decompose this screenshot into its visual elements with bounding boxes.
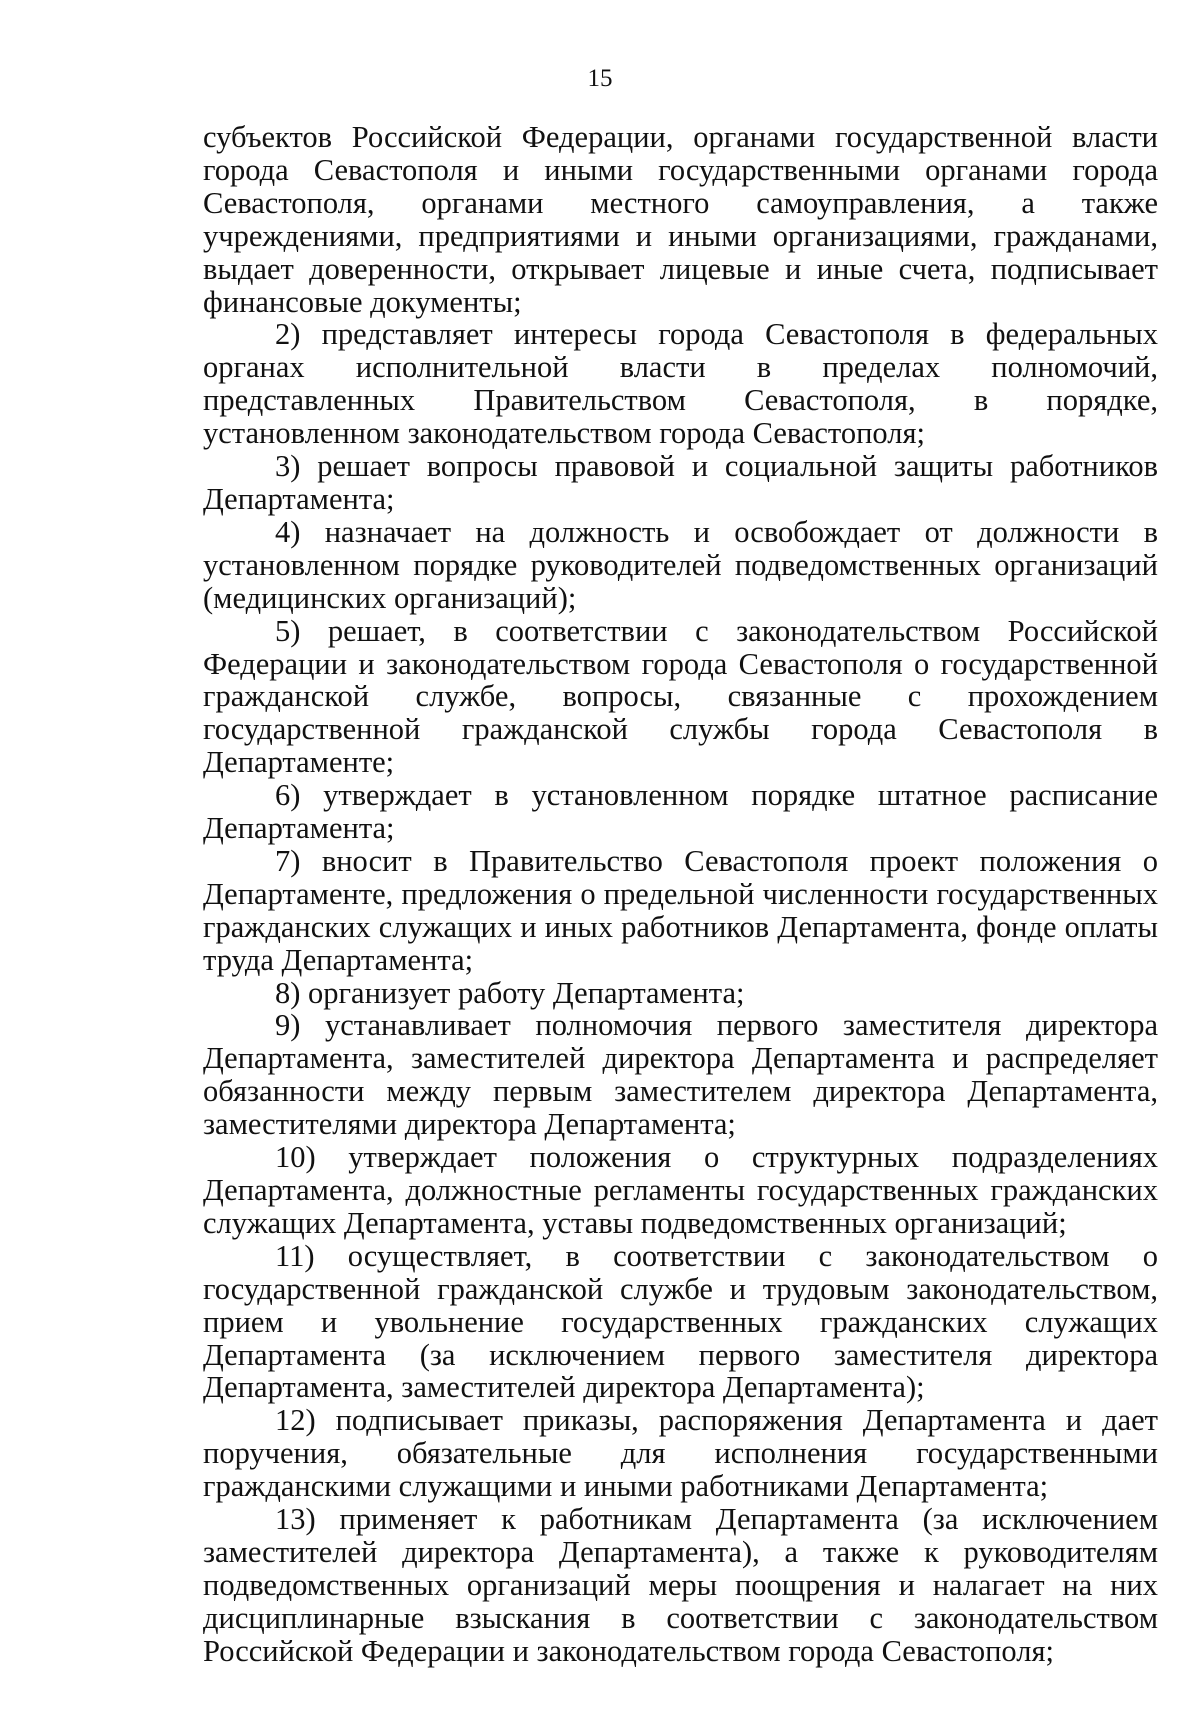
paragraph-item-9: 9) устанавливает полномочия первого заместителя директора Департамента, заместителей директора Департамента и распределяет обязанности между первым заместителем директора Департамента, заместителями директора Департамента;: [203, 1008, 1158, 1142]
paragraph-continuation: субъектов Российской Федерации, органами государственной власти города Севастополя и иными государственными органами города Севастополя, органами местного самоуправления, а также учреждениями, предприятиями и иными организациями, гражданами, выдает доверенности, открывает лицевые и иные счета, подписывает финансовые документы;: [203, 120, 1158, 319]
paragraph-item-4: 4) назначает на должность и освобождает от должности в установленном порядке руководителей подведомственных организаций (медицинских организаций);: [203, 514, 1158, 615]
paragraph-item-8: 8) организует работу Департамента;: [275, 975, 745, 1010]
paragraph-item-2: 2) представляет интересы города Севастополя в федеральных органах исполнительной власти в пределах полномочий, представленных Правительством Севастополя, в порядке, установленном законодательством города Севастополя;: [203, 317, 1158, 451]
paragraph-item-5: 5) решает, в соответствии с законодательством Российской Федерации и законодательством города Севастополя о государственной гражданской службе, вопросы, связанные с прохождением государственной гражданской службы города Севастополя в Департаменте;: [203, 613, 1158, 780]
paragraph-item-11: 11) осуществляет, в соответствии с законодательством о государственной гражданской службе и трудовым законодательством, прием и увольнение государственных гражданских служащих Департамента (за исключением первого заместителя директора Департамента, заместителей директора Департамента);: [203, 1238, 1158, 1405]
document-body: [203, 121, 1158, 1668]
paragraph-item-10: 10) утверждает положения о структурных подразделениях Департамента, должностные регламенты государственных гражданских служащих Департамента, уставы подведомственных организаций;: [203, 1140, 1158, 1240]
page-number: 15: [587, 65, 613, 92]
paragraph-item-13: 13) применяет к работникам Департамента (за исключением заместителей директора Департамента), а также к руководителям подведомственных организаций меры поощрения и налагает на них дисциплинарные взыскания в соответствии с законодательством Российской Федерации и законодательством города Севастополя;: [203, 1502, 1158, 1668]
paragraph-item-6: 6) утверждает в установленном порядке штатное расписание Департамента;: [203, 778, 1158, 846]
paragraph-item-7: 7) вносит в Правительство Севастополя проект положения о Департаменте, предложения о предельной численности государственных гражданских служащих и иных работников Департамента, фонде оплаты труда Департамента;: [203, 843, 1158, 977]
paragraph-item-3: 3) решает вопросы правовой и социальной защиты работников Департамента;: [203, 449, 1158, 516]
paragraph-item-12: 12) подписывает приказы, распоряжения Департамента и дает поручения, обязательные для исполнения государственными гражданскими служащими и иными работниками Департамента;: [203, 1403, 1158, 1504]
